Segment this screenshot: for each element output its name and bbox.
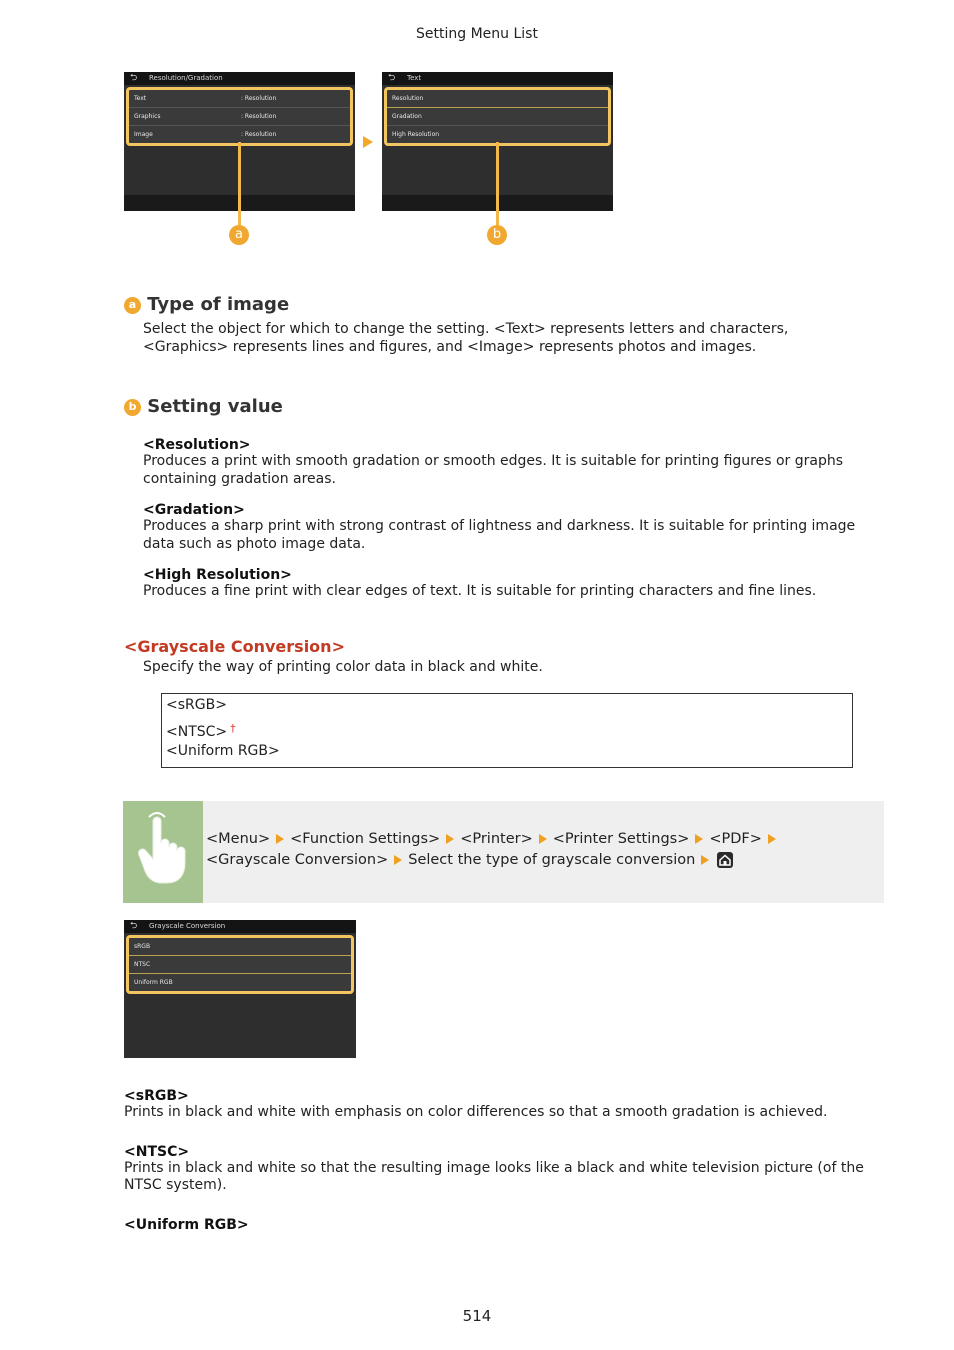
screen-list [126, 935, 354, 994]
page-number: 514 [462, 1307, 492, 1325]
section-setting-value [124, 396, 283, 417]
option-ntsc: <NTSC> † [166, 722, 236, 740]
screen-row-ntsc[interactable] [129, 956, 351, 974]
section-type-of-image [124, 294, 289, 315]
triangle-right-icon [446, 834, 454, 844]
screen-row-text[interactable] [129, 90, 350, 108]
triangle-right-icon [695, 834, 703, 844]
screen-list [384, 87, 611, 146]
home-icon [717, 852, 733, 868]
term-gradation: <Gradation> [143, 502, 245, 518]
row-label: Graphics [134, 113, 161, 120]
desc-resolution: Produces a print with smooth gradation or smooth edges. It is suitable for printing figures or graphs containing gradation areas. [143, 453, 844, 487]
row-label: Image [134, 131, 153, 138]
back-icon: ⮌ [130, 921, 138, 931]
row-label: Uniform RGB [134, 979, 173, 986]
default-mark: † [230, 722, 236, 735]
nav-step-pdf: <PDF> [709, 831, 762, 847]
screen-row-uniform-rgb[interactable] [129, 974, 351, 991]
section-heading: Setting value [147, 396, 283, 417]
touch-hand-icon [123, 801, 203, 903]
triangle-right-icon [394, 855, 402, 865]
nav-step-printer-settings: <Printer Settings> [552, 831, 690, 847]
callout-line-b [496, 142, 499, 226]
grayscale-heading: <Grayscale Conversion> [124, 637, 345, 656]
section-a-text: Select the object for which to change the setting. <Text> represents letters and characters, <Graphics> represents lines and figures, and <Image> represents photos and images. [143, 321, 789, 355]
term-uniform-rgb: <Uniform RGB> [124, 1216, 249, 1233]
callout-badge-a: a [229, 225, 249, 245]
row-label: Text [134, 95, 147, 102]
row-label: sRGB [134, 943, 151, 950]
nav-step-menu: <Menu> [206, 831, 271, 847]
triangle-right-icon [768, 834, 776, 844]
screen-row-srgb[interactable] [129, 938, 351, 956]
navigation-path [206, 829, 846, 871]
nav-step-grayscale-conversion: <Grayscale Conversion> [206, 852, 389, 868]
nav-step-select-type: Select the type of grayscale conversion [408, 852, 696, 868]
screen-list [126, 87, 353, 146]
screen-grayscale-conversion [124, 920, 356, 1058]
grayscale-descriptions [124, 1088, 879, 1233]
triangle-right-icon [539, 834, 547, 844]
screen-row-resolution[interactable] [387, 90, 608, 108]
triangle-right-icon [276, 834, 284, 844]
row-value: : Resolution [241, 95, 277, 102]
desc-ntsc: Prints in black and white so that the resulting image looks like a black and white television picture (of the NTSC system). [124, 1159, 864, 1193]
screen-title: Text [382, 72, 613, 85]
option-srgb: <sRGB> [166, 697, 227, 713]
callout-line-a [238, 142, 241, 226]
screen-row-high-resolution[interactable] [387, 126, 608, 143]
section-heading: Type of image [147, 294, 290, 315]
nav-step-function-settings: <Function Settings> [290, 831, 441, 847]
term-srgb: <sRGB> [124, 1088, 189, 1104]
screen-row-graphics[interactable] [129, 108, 350, 126]
row-value: : Resolution [241, 131, 277, 138]
desc-srgb: Prints in black and white with emphasis on color differences so that a smooth gradation is achieved. [124, 1104, 828, 1120]
back-icon: ⮌ [388, 73, 396, 83]
screen-row-gradation[interactable] [387, 108, 608, 126]
screen-title: Grayscale Conversion [124, 920, 356, 933]
term-resolution: <Resolution> [143, 437, 251, 453]
screen-row-image[interactable] [129, 126, 350, 143]
desc-gradation: Produces a sharp print with strong contrast of lightness and darkness. It is suitable for printing image data such as photo image data. [143, 518, 856, 552]
screen-title: Resolution/Gradation [124, 72, 355, 85]
row-value: : Resolution [241, 113, 277, 120]
badge-a-icon: a [124, 297, 141, 314]
row-label: Gradation [392, 113, 422, 120]
row-label: High Resolution [392, 131, 440, 138]
row-label: Resolution [392, 95, 424, 102]
triangle-right-icon [701, 855, 709, 865]
arrow-right-icon [363, 136, 373, 148]
setting-value-list [143, 437, 878, 601]
row-label: NTSC [134, 961, 151, 968]
desc-high-resolution: Produces a fine print with clear edges of text. It is suitable for printing characters and fine lines. [143, 583, 817, 599]
callout-badge-b: b [487, 225, 507, 245]
term-high-resolution: <High Resolution> [143, 567, 292, 583]
nav-step-printer: <Printer> [460, 831, 533, 847]
grayscale-options-table [161, 693, 853, 768]
page-header: Setting Menu List [416, 26, 538, 42]
back-icon: ⮌ [130, 73, 138, 83]
badge-b-icon: b [124, 399, 141, 416]
grayscale-intro: Specify the way of printing color data in black and white. [143, 659, 543, 675]
term-ntsc: <NTSC> [124, 1143, 190, 1160]
option-uniform-rgb: <Uniform RGB> [166, 743, 280, 759]
